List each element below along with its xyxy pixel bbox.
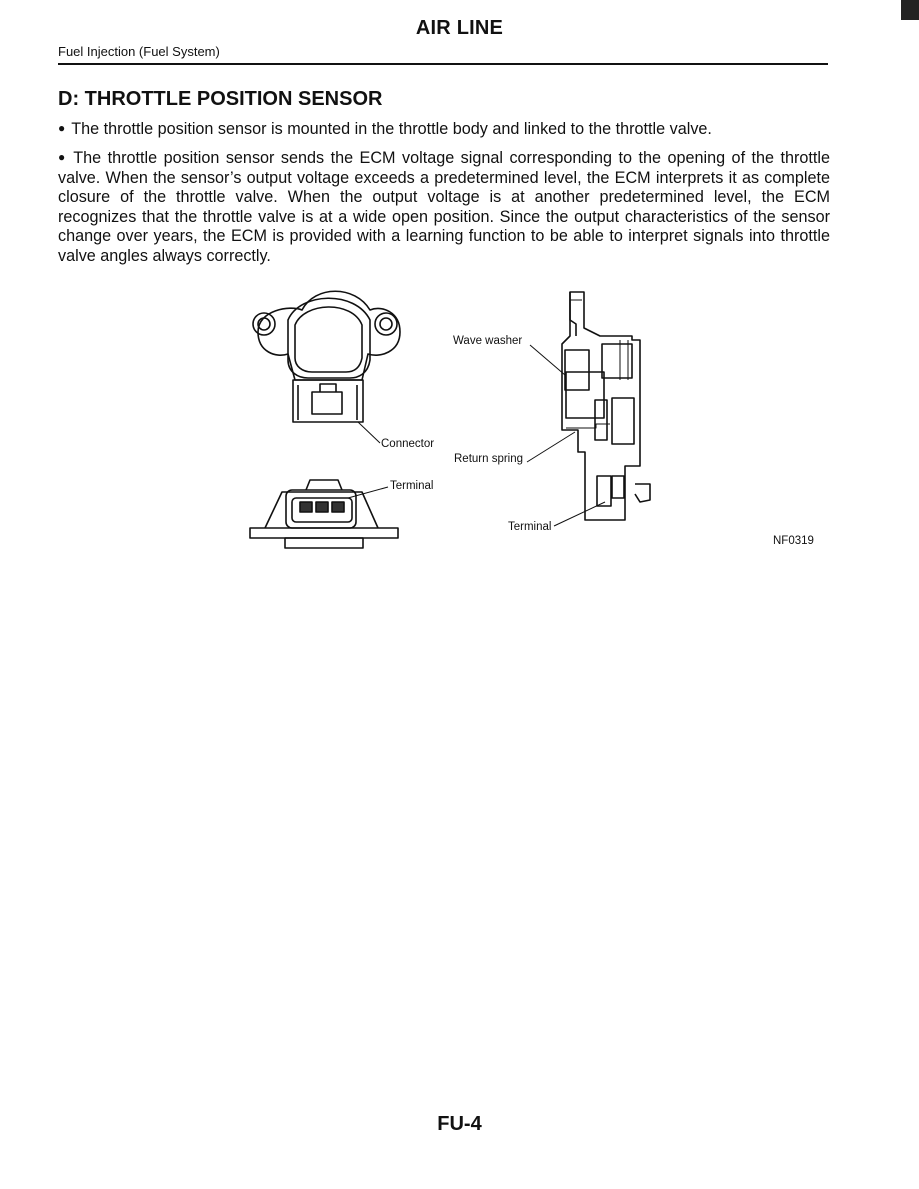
bullet-paragraph [58,148,830,266]
sensor-cross-section [527,292,650,526]
page-title: AIR LINE [415,17,504,39]
figure-id: NF0319 [773,535,814,547]
terminal-label-right: Terminal [508,521,552,533]
bullet-text: The throttle position sensor sends the ECM voltage signal corresponding to the opening of the throttle valve. When the sensor’s output voltage exceeds a predetermined level, the ECM interprets it as complete closure of the throttle valve. When the output voltage is at another predetermined level, the ECM recognizes that the throttle valve is at a wide open position. Since the output characteristics of the sensor change over years, the ECM is provided with a learning function to be able to interpret signals into throttle valve angles always correctly. [58,149,831,265]
bullet-text: The throttle position sensor is mounted in the throttle body and linked to the throttle valve. [71,120,712,138]
bullet-dot-icon: ● [58,121,66,135]
page-number: FU-4 [437,1113,482,1135]
sensor-front-view [253,291,400,443]
terminal-label-left: Terminal [390,480,434,492]
bullet-dot-icon: ● [58,150,68,164]
return-spring-label: Return spring [454,453,524,465]
section-subtitle: Fuel Injection (Fuel System) [58,44,220,59]
wave-washer-label: Wave washer [453,335,523,347]
bullet-paragraph [58,119,830,140]
section-heading: D: THROTTLE POSITION SENSOR [58,88,383,110]
sensor-connector-view [250,480,398,548]
connector-label: Connector [381,438,435,450]
header-rule [58,63,828,65]
sensor-figure [240,280,840,570]
